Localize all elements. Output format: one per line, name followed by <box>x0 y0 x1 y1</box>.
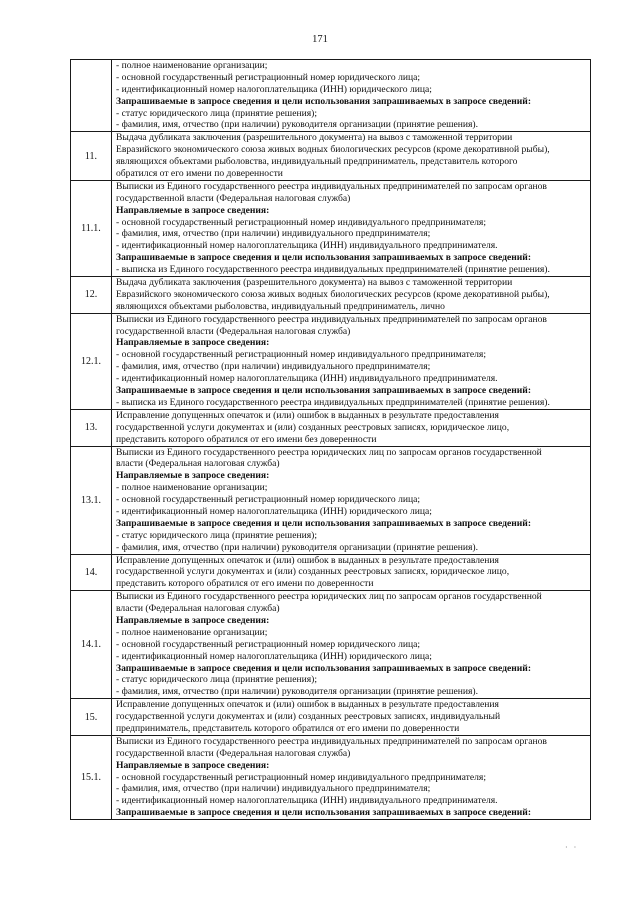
text-line: власти (Федеральная налоговая служба) <box>116 458 280 470</box>
document-table <box>70 59 591 820</box>
row-number: 15.1. <box>71 735 112 819</box>
text-line: обратился от его имени по доверенности <box>116 168 283 180</box>
row-content <box>112 132 591 181</box>
text-line: представить которого обратился от его имени без доверенности <box>116 433 377 445</box>
text-line: являющихся объектами рыболовства, индивидуальный предприниматель, лично <box>116 300 445 312</box>
table-row <box>71 132 591 181</box>
text-line: - идентификационный номер налогоплательщика (ИНН) индивидуального предпринимателя. <box>116 373 498 385</box>
row-number: 12.1. <box>71 313 112 409</box>
text-line: - основной государственный регистрационный номер юридического лица; <box>116 638 421 650</box>
text-line: - выписка из Единого государственного реестра индивидуальных предпринимателей (принятие решения). <box>116 396 550 408</box>
text-line: государственной власти (Федеральная налоговая служба) <box>116 747 351 759</box>
table-row <box>71 277 591 314</box>
text-line: государственной услуги документах и (или) созданных реестровых записях, юридическое лицо, <box>116 421 510 433</box>
text-line: Выдача дубликата заключения (разрешительного документа) на вывоз с таможенной территории <box>116 132 513 144</box>
text-line: - основной государственный регистрационный номер индивидуального предпринимателя; <box>116 216 487 228</box>
section-heading-line: Запрашиваемые в запросе сведения и цели использования запрашиваемых в запросе сведений: <box>116 517 532 529</box>
text-line: - полное наименование организации; <box>116 60 268 71</box>
section-heading-line: Направляемые в запросе сведения: <box>116 759 270 771</box>
table-row <box>71 409 591 446</box>
section-heading-line: Направляемые в запросе сведения: <box>116 614 270 626</box>
row-content <box>112 446 591 554</box>
text-line: власти (Федеральная налоговая служба) <box>116 603 280 615</box>
row-content <box>112 554 591 591</box>
text-line: - фамилия, имя, отчество (при наличии) индивидуального предпринимателя; <box>116 361 431 373</box>
table-row <box>71 180 591 276</box>
text-line: - статус юридического лица (принятие решения); <box>116 107 317 119</box>
section-heading-line: Запрашиваемые в запросе сведения и цели использования запрашиваемых в запросе сведений: <box>116 385 532 397</box>
text-line: Евразийского экономического союза живых водных биологических ресурсов (кроме декоративной рыбы), <box>116 144 550 156</box>
text-line: - фамилия, имя, отчество (при наличии) индивидуального предпринимателя; <box>116 228 431 240</box>
row-number: 11. <box>71 132 112 181</box>
text-line: - выписка из Единого государственного реестра индивидуальных предпринимателей (принятие решения). <box>116 264 550 276</box>
row-content <box>112 591 591 699</box>
row-content <box>112 277 591 314</box>
table-row <box>71 313 591 409</box>
text-line: - идентификационный номер налогоплательщика (ИНН) юридического лица; <box>116 83 432 95</box>
text-line: Исправление допущенных опечаток и (или) ошибок в выданных в результате предоставления <box>116 699 499 711</box>
table-row <box>71 60 591 132</box>
text-line: - основной государственный регистрационный номер юридического лица; <box>116 71 421 83</box>
row-content <box>112 60 591 132</box>
row-content <box>112 735 591 819</box>
section-heading-line: Направляемые в запросе сведения: <box>116 204 270 216</box>
text-line: - идентификационный номер налогоплательщика (ИНН) индивидуального предпринимателя. <box>116 240 498 252</box>
text-line: - статус юридического лица (принятие решения); <box>116 674 317 686</box>
text-line: Выписки из Единого государственного реестра индивидуальных предпринимателей по запросам органов <box>116 180 547 192</box>
text-line: Исправление допущенных опечаток и (или) ошибок в выданных в результате предоставления <box>116 409 499 421</box>
table-row <box>71 699 591 736</box>
table-row <box>71 591 591 699</box>
row-number: 13.1. <box>71 446 112 554</box>
row-number: 15. <box>71 699 112 736</box>
row-number: 13. <box>71 409 112 446</box>
text-line: Выписки из Единого государственного реестра индивидуальных предпринимателей по запросам органов <box>116 313 547 325</box>
section-heading-line: Запрашиваемые в запросе сведения и цели использования запрашиваемых в запросе сведений: <box>116 807 532 819</box>
document-table-body <box>71 60 591 820</box>
text-line: - основной государственный регистрационный номер юридического лица; <box>116 494 421 506</box>
row-content <box>112 409 591 446</box>
row-number: 11.1. <box>71 180 112 276</box>
row-number: 12. <box>71 277 112 314</box>
row-number: 14. <box>71 554 112 591</box>
table-row <box>71 554 591 591</box>
table-row <box>71 446 591 554</box>
text-line: - основной государственный регистрационный номер индивидуального предпринимателя; <box>116 349 487 361</box>
text-line: Выдача дубликата заключения (разрешительного документа) на вывоз с таможенной территории <box>116 277 513 289</box>
text-line: - статус юридического лица (принятие решения); <box>116 529 317 541</box>
table-row <box>71 735 591 819</box>
text-line: - фамилия, имя, отчество (при наличии) руководителя организации (принятие решения). <box>116 686 479 698</box>
text-line: государственной услуги документах и (или) созданных реестровых записях, индивидуальный <box>116 711 501 723</box>
row-content <box>112 699 591 736</box>
text-line: государственной власти (Федеральная налоговая служба) <box>116 325 351 337</box>
section-heading-line: Направляемые в запросе сведения: <box>116 337 270 349</box>
text-line: являющихся объектами рыболовства, индивидуальный предприниматель, представитель которого <box>116 156 518 168</box>
text-line: предприниматель, представитель которого обратился от его имени по доверенности <box>116 722 460 734</box>
scan-mark: · · <box>565 843 579 852</box>
row-number <box>71 60 112 132</box>
text-line: Выписки из Единого государственного реестра юридических лиц по запросам органов государственной <box>116 446 542 458</box>
section-heading-line: Запрашиваемые в запросе сведения и цели использования запрашиваемых в запросе сведений: <box>116 662 532 674</box>
text-line: государственной услуги документах и (или) созданных реестровых записях, юридическое лицо, <box>116 566 510 578</box>
row-content <box>112 180 591 276</box>
text-line: - полное наименование организации; <box>116 626 268 638</box>
page-number: 171 <box>312 34 328 45</box>
text-line: - фамилия, имя, отчество (при наличии) руководителя организации (принятие решения). <box>116 119 479 131</box>
text-line: - фамилия, имя, отчество (при наличии) руководителя организации (принятие решения). <box>116 541 479 553</box>
text-line: представить которого обратился от его имени по доверенности <box>116 578 374 590</box>
text-line: Исправление допущенных опечаток и (или) ошибок в выданных в результате предоставления <box>116 554 499 566</box>
text-line: Выписки из Единого государственного реестра индивидуальных предпринимателей по запросам органов <box>116 735 547 747</box>
text-line: - фамилия, имя, отчество (при наличии) индивидуального предпринимателя; <box>116 783 431 795</box>
row-number: 14.1. <box>71 591 112 699</box>
text-line: - основной государственный регистрационный номер индивидуального предпринимателя; <box>116 771 487 783</box>
section-heading-line: Запрашиваемые в запросе сведения и цели использования запрашиваемых в запросе сведений: <box>116 252 532 264</box>
text-line: - идентификационный номер налогоплательщика (ИНН) индивидуального предпринимателя. <box>116 795 498 807</box>
text-line: государственной власти (Федеральная налоговая служба) <box>116 192 351 204</box>
row-content <box>112 313 591 409</box>
text-line: Евразийского экономического союза живых водных биологических ресурсов (кроме декоративной рыбы), <box>116 288 550 300</box>
text-line: Выписки из Единого государственного реестра юридических лиц по запросам органов государственной <box>116 591 542 603</box>
section-heading-line: Направляемые в запросе сведения: <box>116 470 270 482</box>
text-line: - идентификационный номер налогоплательщика (ИНН) юридического лица; <box>116 650 432 662</box>
text-line: - идентификационный номер налогоплательщика (ИНН) юридического лица; <box>116 505 432 517</box>
text-line: - полное наименование организации; <box>116 482 268 494</box>
section-heading-line: Запрашиваемые в запросе сведения и цели использования запрашиваемых в запросе сведений: <box>116 95 532 107</box>
